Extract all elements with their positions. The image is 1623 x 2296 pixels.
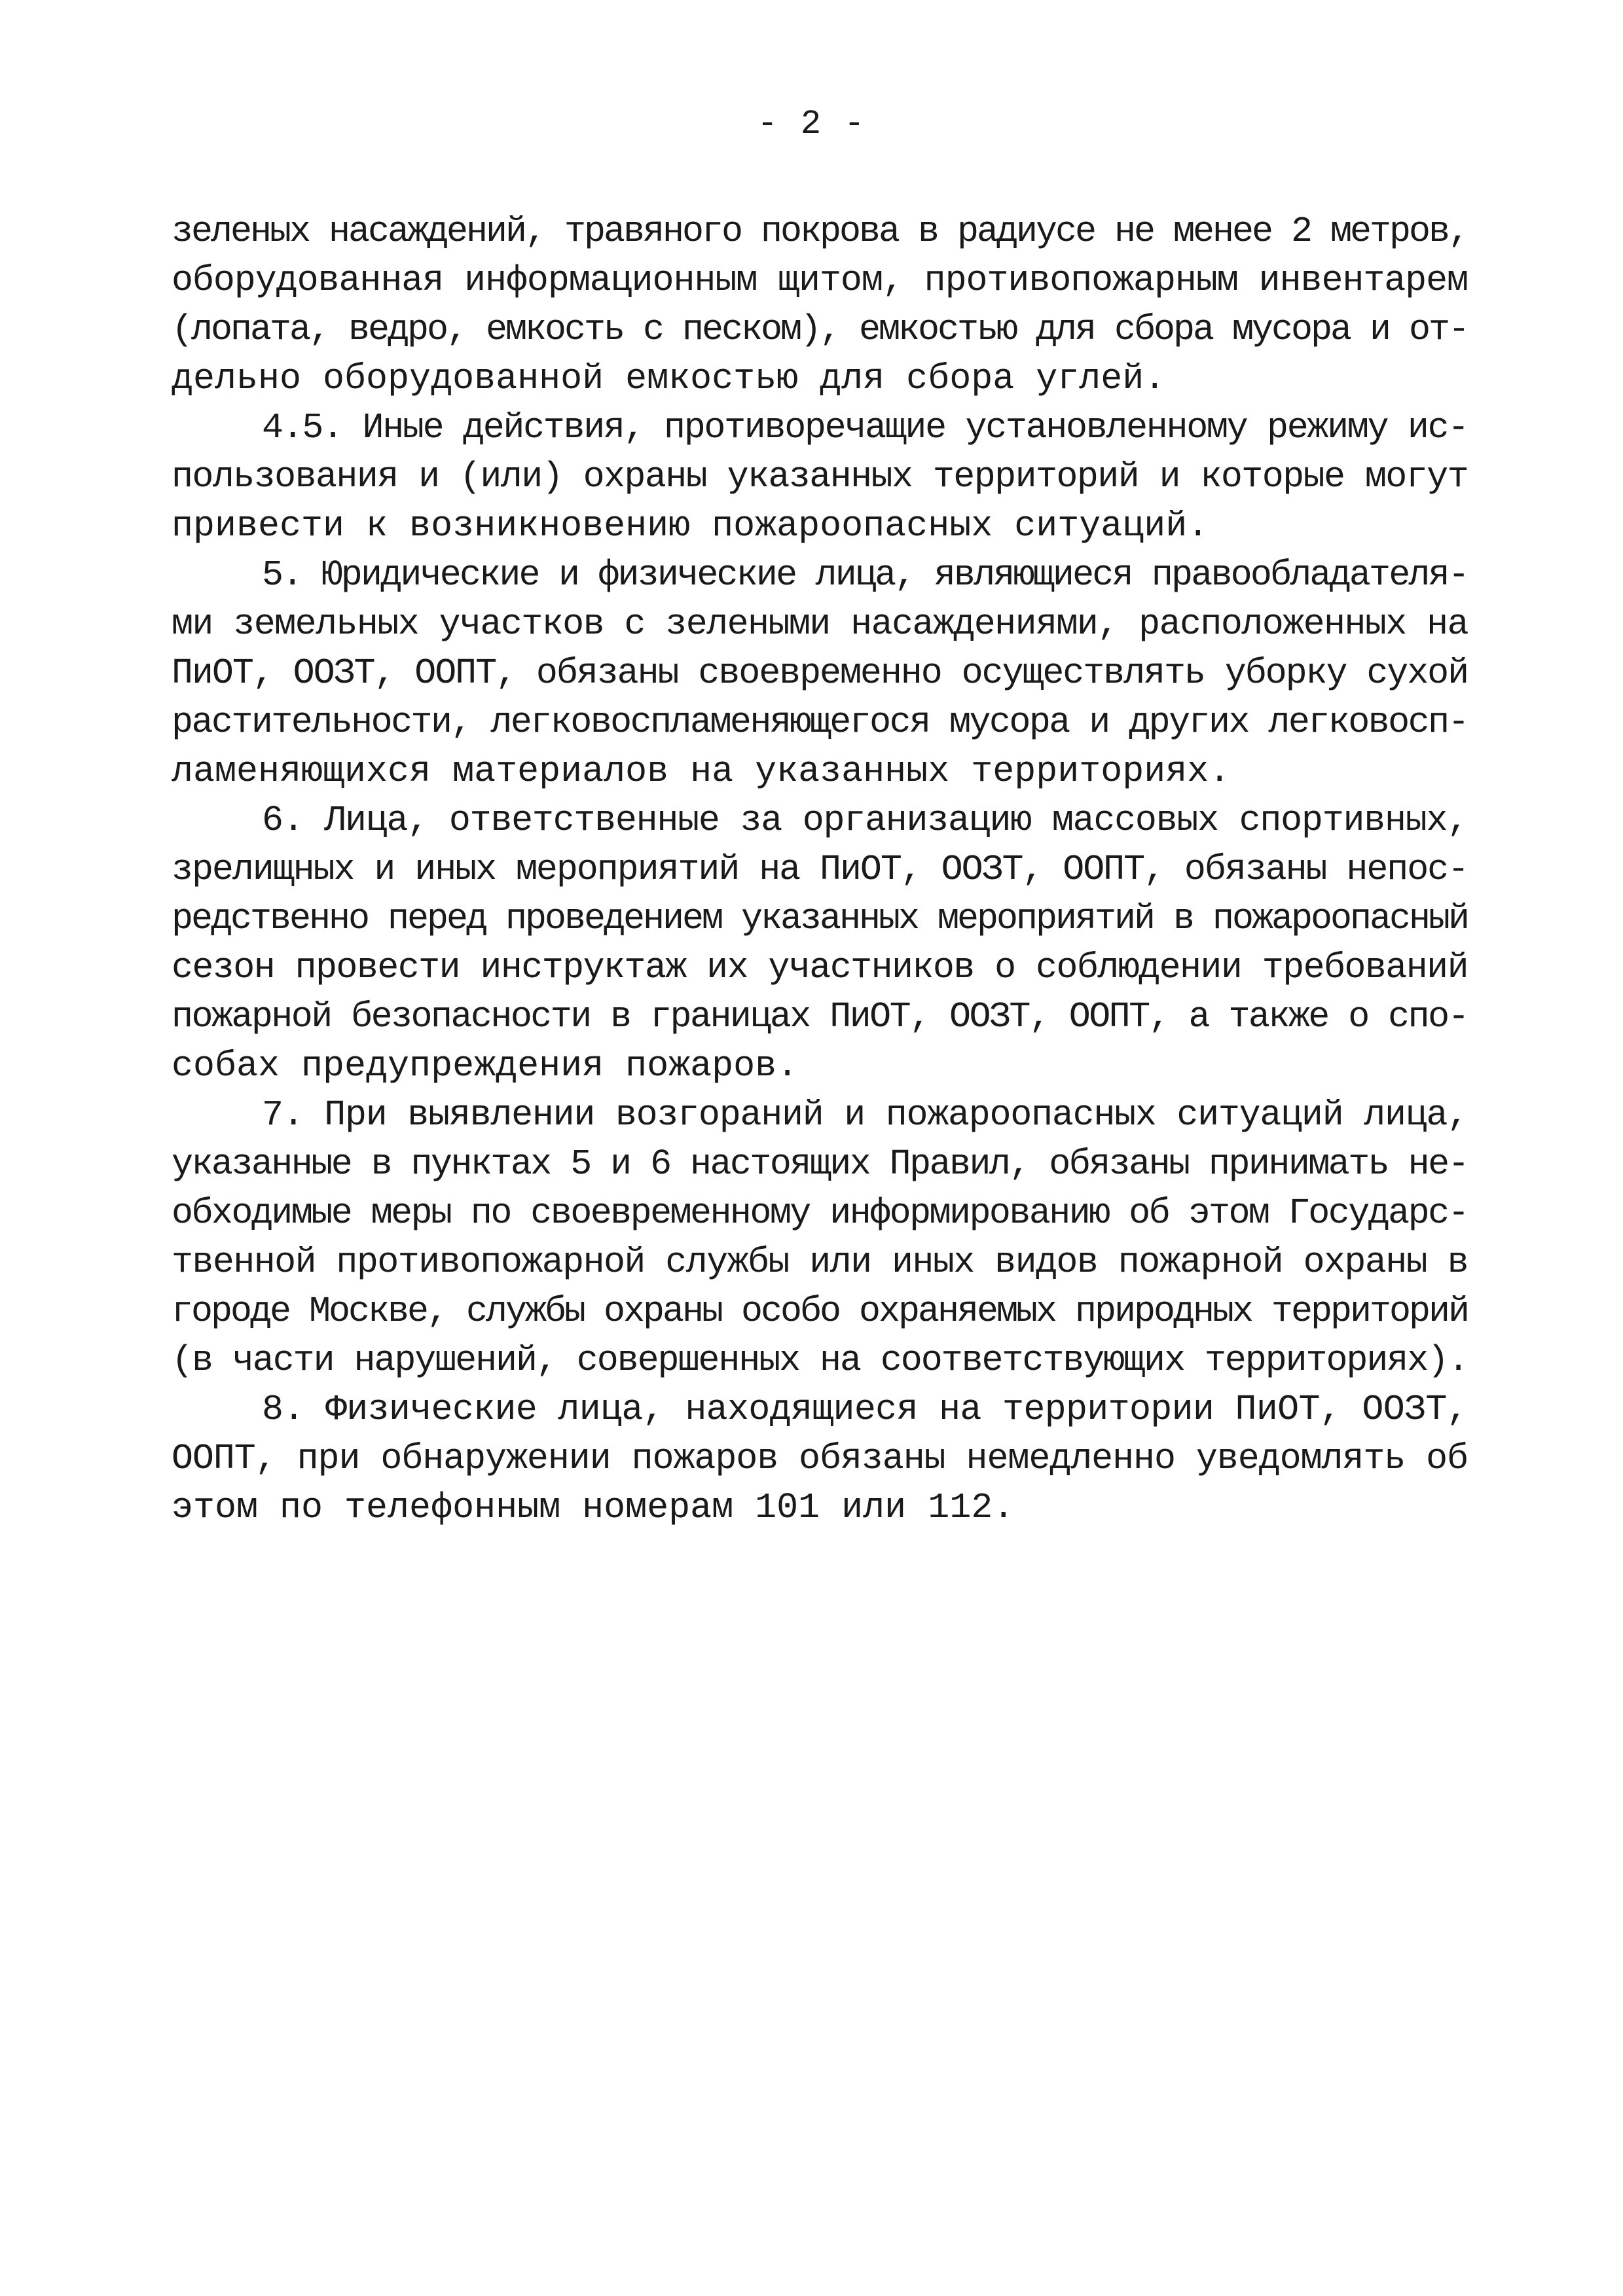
text-line: редственно перед проведением указанных мероприятий в пожароопасный bbox=[172, 898, 1468, 939]
text-line: пользования и (или) охраны указанных территорий и которые могут bbox=[172, 456, 1468, 497]
document-body bbox=[172, 207, 1468, 1532]
text-line: 5. Юридические и физические лица, являющиеся правообладателя- bbox=[262, 554, 1468, 596]
text-line: 6. Лица, ответственные за организацию массовых спортивных, bbox=[262, 800, 1468, 841]
text-line: ПиОТ, ООЗТ, ООПТ, обязаны своевременно осуществлять уборку сухой bbox=[172, 653, 1468, 694]
text-line: этом по телефонным номерам 101 или 112. bbox=[172, 1487, 1015, 1528]
text-line: собах предупреждения пожаров. bbox=[172, 1045, 799, 1086]
page-number: - 2 - bbox=[757, 105, 866, 143]
text-line: обходимые меры по своевременному информированию об этом Государс- bbox=[172, 1193, 1468, 1234]
text-line: твенной противопожарной службы или иных видов пожарной охраны в bbox=[172, 1242, 1468, 1283]
text-line: (в части нарушений, совершенных на соответствующих территориях). bbox=[172, 1340, 1468, 1381]
text-line: растительности, легковоспламеняющегося мусора и других легковосп- bbox=[172, 702, 1468, 743]
text-line: привести к возникновению пожароопасных ситуаций. bbox=[172, 505, 1209, 547]
text-line: дельно оборудованной емкостью для сбора углей. bbox=[172, 358, 1166, 399]
text-line: 8. Физические лица, находящиеся на территории ПиОТ, ООЗТ, bbox=[262, 1389, 1468, 1430]
text-line: зрелищных и иных мероприятий на ПиОТ, ООЗТ, ООПТ, обязаны непос- bbox=[172, 849, 1468, 890]
text-line: оборудованная информационным щитом, противопожарным инвентарем bbox=[172, 260, 1468, 301]
text-line: ми земельных участков с зелеными насаждениями, расположенных на bbox=[172, 603, 1468, 645]
text-line: указанные в пунктах 5 и 6 настоящих Правил, обязаны принимать не- bbox=[172, 1143, 1468, 1185]
text-line: ламеняющихся материалов на указанных территориях. bbox=[172, 751, 1231, 792]
text-line: сезон провести инструктаж их участников о соблюдении требований bbox=[172, 947, 1468, 988]
text-line: 4.5. Иные действия, противоречащие установленному режиму ис- bbox=[262, 407, 1468, 448]
text-line: 7. При выявлении возгораний и пожароопасных ситуаций лица, bbox=[262, 1094, 1468, 1136]
text-line: зеленых насаждений, травяного покрова в радиусе не менее 2 метров, bbox=[172, 211, 1468, 252]
text-line: ООПТ, при обнаружении пожаров обязаны немедленно уведомлять об bbox=[172, 1438, 1468, 1479]
text-line: пожарной безопасности в границах ПиОТ, ООЗТ, ООПТ, а также о спо- bbox=[172, 996, 1468, 1037]
text-line: городе Москве, службы охраны особо охраняемых природных территорий bbox=[172, 1291, 1468, 1332]
text-line: (лопата, ведро, емкость с песком), емкостью для сбора мусора и от- bbox=[172, 309, 1468, 350]
